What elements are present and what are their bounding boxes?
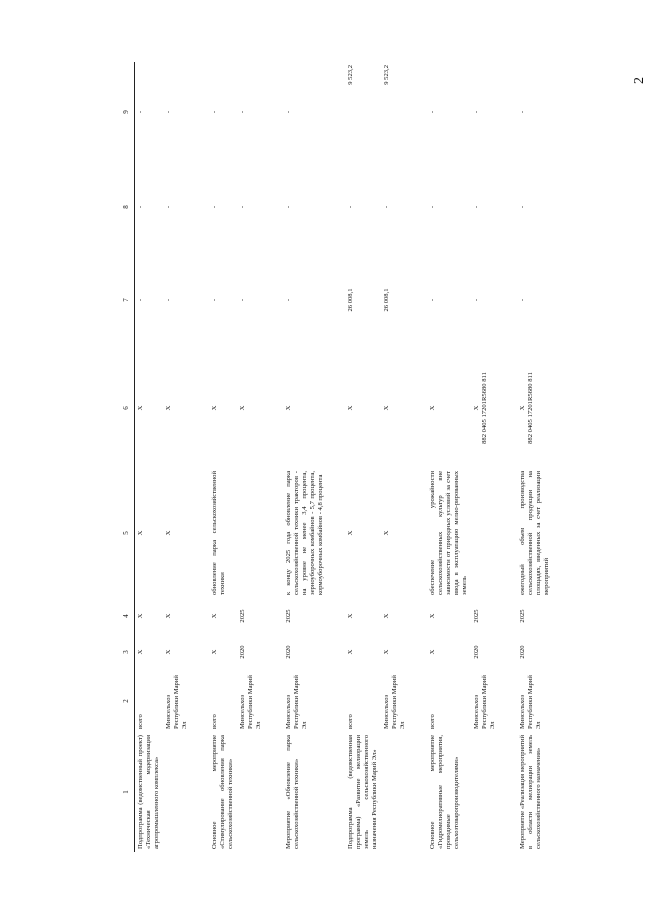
cell-col8: - [383, 205, 390, 209]
cell-executor: всего [211, 714, 218, 729]
cell-code: X [239, 405, 246, 411]
cell-name: Основное мероприятие «Стимулирование обновления парка сельскохозяйственной техники» [211, 735, 234, 849]
cell-result: к концу 2025 года обновление парка сельскохозяйственной техники тракторов - на уровне не менее 3,4 процента, зерноуборочных комбайнов - 5,7 процента, кормоуборочных комбайнов - 4,8 процента [285, 471, 324, 595]
header-cell: 8 [118, 162, 135, 252]
cell-start: X [347, 649, 354, 655]
cell-col7: - [429, 298, 436, 302]
cell-executor: Минсельхоз Республики Марий Эл [519, 675, 542, 729]
cell-col9: - [519, 110, 526, 114]
cell-col7: - [165, 298, 172, 302]
cell-start: X [165, 649, 172, 655]
cell-name: Подпрограмма (ведомственный проект) «Техническая модернизация агропромышленного комплекса» [137, 735, 160, 849]
cell-col9: - [429, 110, 436, 114]
cell-col7: - [239, 298, 246, 302]
cell-end: 2025 [285, 609, 292, 623]
header-row [118, 62, 135, 852]
cell-col9: - [137, 110, 144, 114]
cell-col8: - [429, 205, 436, 209]
cell-name: Основное мероприятие «Гидромелиоративные мероприятия, проводимые сельхозтоваропроизводителями» [429, 735, 460, 849]
cell-code: X [211, 405, 218, 411]
cell-col8: - [347, 205, 354, 209]
cell-col9: - [239, 110, 246, 114]
header-cell: 2 [118, 670, 135, 732]
cell-executor: Минсельхоз Республики Марий Эл [165, 675, 188, 729]
cell-result [471, 468, 499, 598]
cell-col7: - [473, 298, 480, 302]
cell-executor: Минсельхоз Республики Марий Эл [239, 675, 262, 729]
cell-result: ежегодный объем производства сельскохозяйственной продукции на площадях, введенных за счет реализации мероприятий [519, 471, 550, 595]
cell-code: X 882 0405 17201R5680 811 [473, 372, 488, 444]
cell-col7: - [519, 298, 526, 302]
cell-col8: - [519, 205, 526, 209]
cell-start: 2020 [519, 645, 526, 659]
table-row [237, 62, 265, 852]
cell-end: X [211, 613, 218, 619]
table-row [135, 62, 164, 852]
row-spacer [409, 62, 427, 852]
cell-code: X [429, 405, 436, 411]
cell-code: X [165, 405, 172, 411]
cell-start: 2020 [239, 645, 246, 659]
row-spacer [327, 62, 345, 852]
cell-col7: 26 008,1 [347, 288, 354, 312]
cell-executor: Минсельхоз Республики Марий Эл [285, 675, 308, 729]
cell-code: X [383, 405, 390, 411]
cell-executor: Минсельхоз Республики Марий Эл [383, 675, 406, 729]
cell-code: X [347, 405, 354, 411]
cell-start: 2020 [473, 645, 480, 659]
cell-executor: Минсельхоз Республики Марий Эл [473, 675, 496, 729]
cell-result [237, 468, 265, 598]
cell-end: X [137, 613, 144, 619]
cell-col8: - [473, 205, 480, 209]
cell-executor: всего [137, 714, 144, 729]
cell-end: 2025 [519, 609, 526, 623]
row-spacer [265, 62, 283, 852]
header-cell: 1 [118, 732, 135, 852]
cell-col8: - [137, 205, 144, 209]
table-row [427, 62, 471, 852]
cell-col7: 26 008,1 [383, 288, 390, 312]
cell-result: X [347, 530, 354, 536]
cell-col7: - [285, 298, 292, 302]
cell-col7: - [137, 298, 144, 302]
cell-name: Мероприятие «Обновление парка сельскохозяйственной техники» [285, 735, 300, 849]
cell-end: X [429, 613, 436, 619]
cell-end: X [383, 613, 390, 619]
cell-name [471, 732, 499, 852]
header-cell: 5 [118, 468, 135, 598]
program-table [118, 62, 553, 852]
cell-result: обеспечение урожайности сельскохозяйственных культур вне зависимости от природных условий за счет ввода в эксплуатацию мелио-рированных земель [429, 471, 468, 595]
table-row [345, 62, 381, 852]
table-row [381, 62, 409, 852]
cell-col9: - [473, 110, 480, 114]
cell-end: 2025 [239, 609, 246, 623]
table-row [517, 62, 553, 852]
cell-name [163, 732, 191, 852]
cell-name: Подпрограмма (ведомственная программа) «Развитие мелиорации земель сельскохозяйственного назначения Республики Марий Эл» [347, 735, 378, 849]
row-spacer [191, 62, 209, 852]
header-cell: 6 [118, 348, 135, 468]
cell-result: X [165, 530, 172, 536]
cell-name [381, 732, 409, 852]
cell-col8: - [165, 205, 172, 209]
cell-executor: всего [347, 714, 354, 729]
header-cell: 3 [118, 634, 135, 670]
header-cell: 9 [118, 62, 135, 162]
cell-start: X [137, 649, 144, 655]
cell-executor: всего [429, 714, 436, 729]
cell-col7: - [211, 298, 218, 302]
table-row [209, 62, 237, 852]
rotated-table-container [118, 62, 636, 852]
cell-end: X [165, 613, 172, 619]
cell-col9: - [211, 110, 218, 114]
cell-code: X [285, 405, 292, 411]
cell-start: X [211, 649, 218, 655]
row-spacer [499, 62, 517, 852]
header-cell: 4 [118, 598, 135, 634]
cell-name [237, 732, 265, 852]
cell-end: 2025 [473, 609, 480, 623]
table-row [471, 62, 499, 852]
cell-col9: - [285, 110, 292, 114]
cell-name: Мероприятие «Реализация мероприятий в области мелиорации земель сельскохозяйственного назначения» [519, 735, 542, 849]
cell-col8: - [285, 205, 292, 209]
cell-col9: - [165, 110, 172, 114]
cell-col8: - [239, 205, 246, 209]
cell-result: обновление парка сельскохозяйственной техники [211, 471, 226, 595]
cell-result: X [137, 530, 144, 536]
cell-end: X [347, 613, 354, 619]
cell-code: X 882 0405 17201R5680 811 [519, 372, 534, 444]
table-row [163, 62, 191, 852]
cell-start: X [383, 649, 390, 655]
cell-code: X [137, 405, 144, 411]
cell-col9: 9 523,2 [347, 65, 354, 85]
cell-result: X [383, 530, 390, 536]
cell-col8: - [211, 205, 218, 209]
cell-start: X [429, 649, 436, 655]
cell-start: 2020 [285, 645, 292, 659]
header-cell: 7 [118, 252, 135, 348]
cell-col9: 9 523,2 [383, 65, 390, 85]
table-row [283, 62, 327, 852]
page-number: 2 [632, 77, 647, 84]
